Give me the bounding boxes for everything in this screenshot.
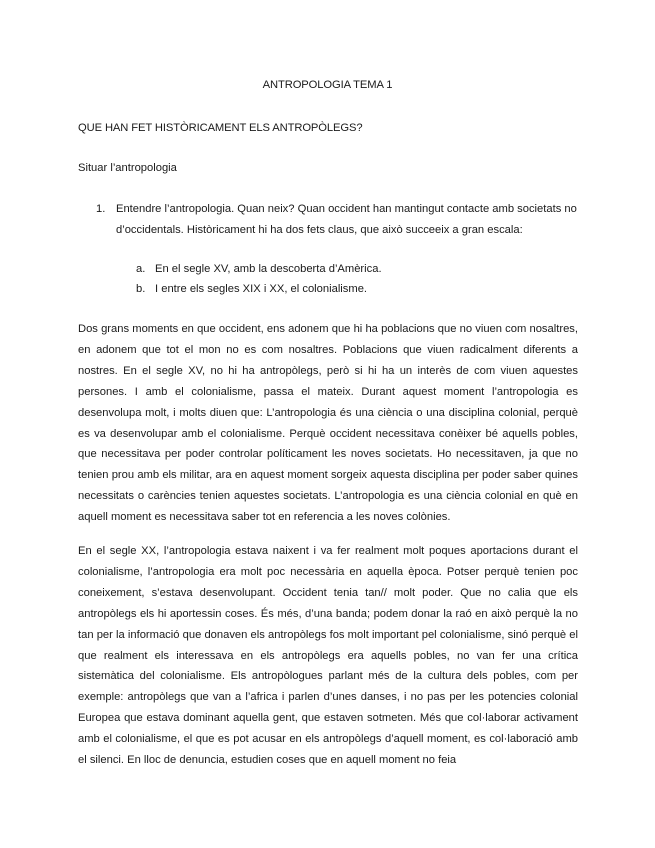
sublist-item xyxy=(136,259,576,279)
body-paragraph: Dos grans moments en que occident, ens adonem que hi ha poblacions que no viuen com nosaltres, en adonem que tot el mon no es com nosaltres. Poblacions que viuen radicalment diferents a nostres. En el segle XV, no hi ha antropòlegs, però si hi ha un interès de com viuen aquestes persones. I amb el colonialisme, passa el mateix. Durant aquest moment l’antropologia es desenvolupa molt, i molts diuen que: L’antropologia és una ciència o una disciplina colonial, perquè es va desenvolupar amb el colonialisme. Perquè occident necessitava conèixer bé aquells pobles, que necessitava per poder controlar políticament les noves societats. Ho necessitaven, ja que no tenien prou amb els militar, ara en aquest moment sorgeix aquesta disciplina per poder saber quines necessitats o carències tenien aquestes societats. L’antropologia es una ciència colonial en què en aquell moment es necessitava saber tot en referencia a les noves colònies. xyxy=(78,323,578,524)
sublist-letter: a. xyxy=(136,263,146,275)
subsection-heading: Situar l’antropologia xyxy=(78,162,177,174)
lettered-sublist xyxy=(136,259,576,299)
sublist-text: I entre els segles XIX i XX, el colonialisme. xyxy=(155,283,368,295)
sublist-item xyxy=(136,279,576,299)
sublist-text: En el segle XV, amb la descoberta d’Amèrica. xyxy=(155,263,382,275)
body-paragraph: En el segle XX, l’antropologia estava naixent i va fer realment molt poques aportacions durant el colonialisme, l’antropologia era molt poc necessària en aquella època. Potser perquè tenien poc coneixement, s’estava desenvolupant. Occident tenia tan// molt poder. Que no calia que els antropòlegs els hi aportessin coses. És més, d’una banda; podem donar la raó en això perquè la no tan per la informació que donaven els antropòlegs fos molt important pel colonialisme, sinó perquè el que realment els interessava en els antropòlegs era aquells pobles, no van fer una crítica sistemàtica del colonialisme. Els antropòlogues parlant més de la cultura dels pobles, com per exemple: antropòlegs que van a l’africa i parlen d’unes danses, i no pas per les potencies colonial Europea que estava dominant aquella gent, que estaven sotmeten. Més que col·laborar activament amb el colonialisme, el que es pot acusar en els antropòlegs d’aquell moment, es col·laboració amb el silenci. En lloc de denuncia, estudien coses que en aquell moment no feia xyxy=(78,545,578,767)
list-number: 1. xyxy=(96,203,106,215)
section-heading: QUE HAN FET HISTÒRICAMENT ELS ANTROPÒLEGS? xyxy=(78,122,363,134)
sublist-letter: b. xyxy=(136,283,146,295)
document-title: ANTROPOLOGIA TEMA 1 xyxy=(262,79,393,91)
list-item-text: Entendre l’antropologia. Quan neix? Quan occident han mantingut contacte amb societats no d’occidentals. Històricament hi ha dos fets claus, que això succeeix a gran escala: xyxy=(116,203,577,236)
numbered-list-item xyxy=(96,199,586,241)
